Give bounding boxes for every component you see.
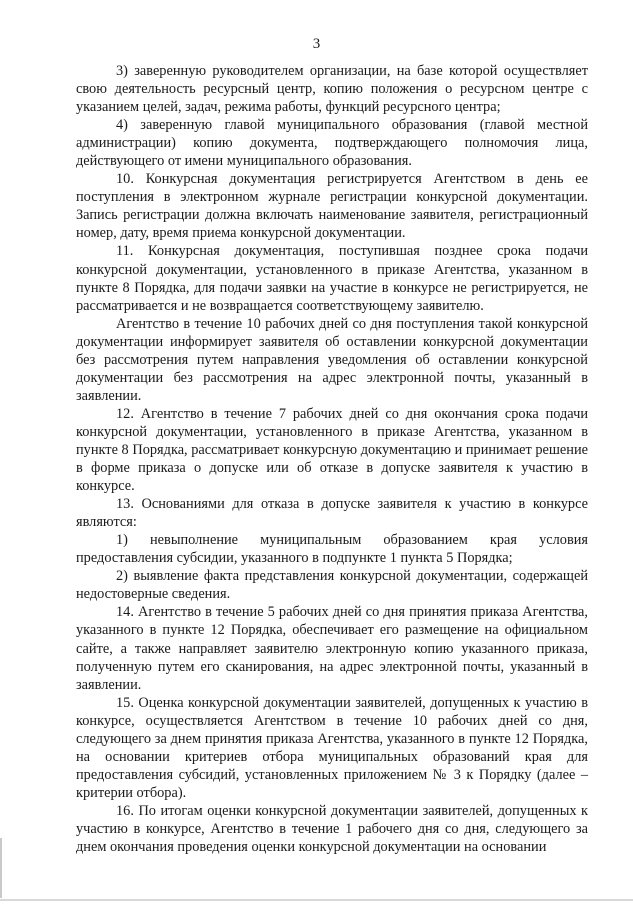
paragraph-clause-13-item-1: 1) невыполнение муниципальным образованием края условия предоставления субсидии, указанного в подпункте 1 пункта 5 Порядка; (76, 532, 588, 567)
paragraph-clause-11-continued: Агентство в течение 10 рабочих дней со дня поступления такой конкурсной документации информирует заявителя об оставлении конкурсной документации без рассмотрения путем направления уведомления об оставлении конкурсной документации без рассмотрения на адрес электронной почты, указанный в заявлении. (76, 315, 588, 404)
paragraph-clause-10: 10. Конкурсная документация регистрируется Агентством в день ее поступления в электронном журнале регистрации конкурсной документации. Запись регистрации должна включать наименование заявителя, регистрационный номер, дату, время приема конкурсной документации. (76, 171, 588, 242)
scan-bottom-edge (0, 899, 633, 901)
paragraph-item-4: 4) заверенную главой муниципального образования (главой местной администрации) копию документа, подтверждающего полномочия лица, действующего от имени муниципального образования. (76, 117, 588, 170)
paragraph-clause-11: 11. Конкурсная документация, поступившая позднее срока подачи конкурсной документации, установленного в приказе Агентства, указанном в пункте 8 Порядка, для подачи заявки на участие в конкурсе не регистрируется, не рассматривается и не возвращается соответствующему заявителю. (76, 243, 588, 314)
paragraph-item-3: 3) заверенную руководителем организации, на базе которой осуществляет свою деятельность ресурсный центр, копию положения о ресурсном центре с указанием целей, задач, режима работы, функций ресурсного центра; (76, 63, 588, 116)
paragraph-clause-15: 15. Оценка конкурсной документации заявителей, допущенных к участию в конкурсе, осуществляется Агентством в течение 10 рабочих дней со дня, следующего за днем принятия приказа Агентства, указанного в пункте 12 Порядка, на основании критериев отбора муниципальных образований края для предоставления субсидий, установленных приложением № 3 к Порядку (далее – критерии отбора). (76, 694, 588, 801)
paragraph-clause-12: 12. Агентство в течение 7 рабочих дней со дня окончания срока подачи конкурсной документации, установленного в приказе Агентства, указанном в пункте 8 Порядка, рассматривает конкурсную документацию и принимает решение в форме приказа о допуске или об отказе в допуске заявителя к участию в конкурсе. (76, 405, 588, 495)
paragraph-clause-14: 14. Агентство в течение 5 рабочих дней со дня принятия приказа Агентства, указанного в пункте 12 Порядка, обеспечивает его размещение на официальном сайте, а также направляет заявителю электронную копию указанного приказа, полученную путем его сканирования, на адрес электронной почты, указанный в заявлении. (76, 604, 588, 693)
paragraph-clause-13: 13. Основаниями для отказа в допуске заявителя к участию в конкурсе являются: (76, 496, 588, 531)
page-number: 3 (312, 36, 321, 52)
scan-edge-mark (0, 838, 2, 898)
paragraph-clause-16: 16. По итогам оценки конкурсной документации заявителей, допущенных к участию в конкурсе, Агентство в течение 1 рабочего дня со дня, следующего за днем окончания проведения оценки конкурсной документации на основании (76, 802, 588, 856)
document-body (76, 62, 588, 856)
paragraph-clause-13-item-2: 2) выявление факта представления конкурсной документации, содержащей недостоверные сведения. (76, 568, 588, 603)
